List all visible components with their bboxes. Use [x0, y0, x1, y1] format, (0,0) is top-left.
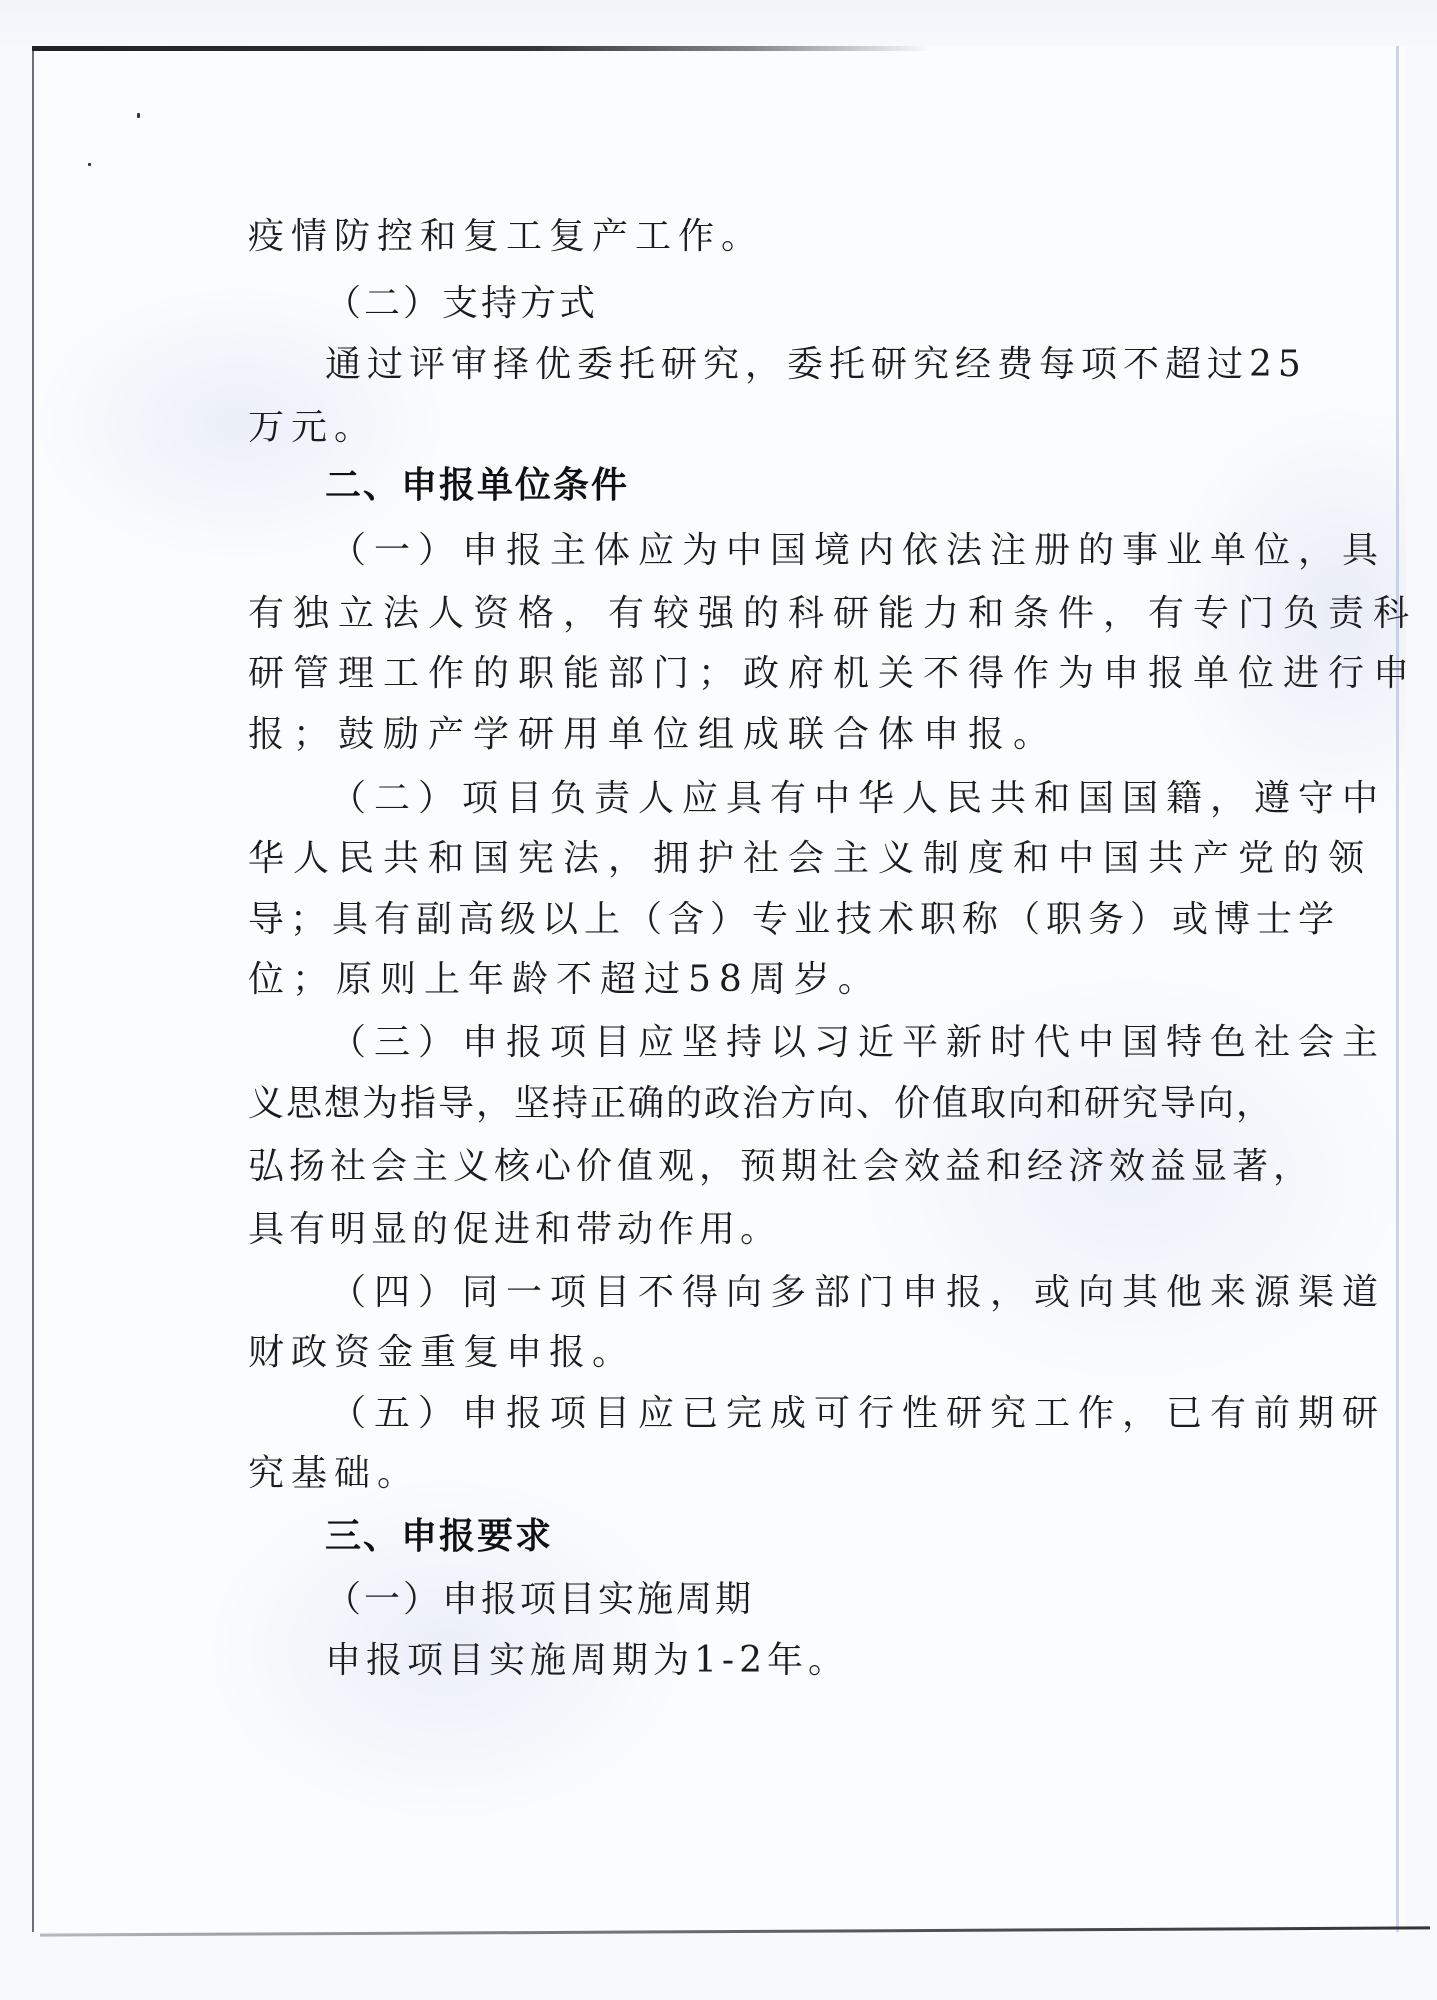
text-line: 具有明显的促进和带动作用。 [248, 1209, 782, 1250]
text-line: 弘扬社会主义核心价值观，预期社会效益和经济效益显著， [248, 1146, 1315, 1187]
section-subheading: （一）申报项目实施周期 [325, 1579, 755, 1620]
text-line: （三）申报项目应坚持以习近平新时代中国特色社会主 [330, 1022, 1387, 1063]
text-line: 导；具有副高级以上（含）专业技术职称（职务）或博士学 [248, 899, 1341, 940]
text-line: 究基础。 [248, 1453, 421, 1494]
text-line: 研管理工作的职能部门；政府机关不得作为申报单位进行申 [248, 653, 1419, 694]
text-line: 报；鼓励产学研用单位组成联合体申报。 [248, 714, 1059, 755]
section-subheading: （二）支持方式 [325, 283, 599, 324]
text-line: （四）同一项目不得向多部门申报，或向其他来源渠道 [330, 1272, 1387, 1313]
text-line: 义思想为指导，坚持正确的政治方向、价值取向和研究导向， [248, 1083, 1275, 1124]
text-line: （五）申报项目应已完成可行性研究工作，已有前期研 [330, 1393, 1387, 1434]
scan-speck [88, 163, 91, 166]
text-line: （二）项目负责人应具有中华人民共和国国籍，遵守中 [330, 778, 1387, 819]
text-line: 位；原则上年龄不超过58周岁。 [248, 959, 882, 1000]
text-line: 疫情防控和复工复产工作。 [248, 216, 765, 257]
page-top-edge [32, 46, 932, 51]
text-line: （一）申报主体应为中国境内依法注册的事业单位，具 [330, 530, 1387, 571]
text-line: 申报项目实施周期为1-2年。 [325, 1640, 849, 1681]
section-heading: 二、申报单位条件 [325, 465, 630, 506]
section-heading: 三、申报要求 [325, 1516, 554, 1557]
scan-top-margin [0, 0, 1437, 48]
text-line: 财政资金重复申报。 [248, 1332, 636, 1373]
text-line: 华人民共和国宪法，拥护社会主义制度和中国共产党的领 [248, 838, 1374, 879]
text-line: 万元。 [248, 407, 378, 448]
text-line: 通过评审择优委托研究，委托研究经费每项不超过25 [325, 344, 1307, 385]
scan-speck [137, 113, 140, 118]
text-line: 有独立法人资格，有较强的科研能力和条件，有专门负责科 [248, 593, 1419, 634]
page-right-edge [1396, 46, 1399, 1932]
